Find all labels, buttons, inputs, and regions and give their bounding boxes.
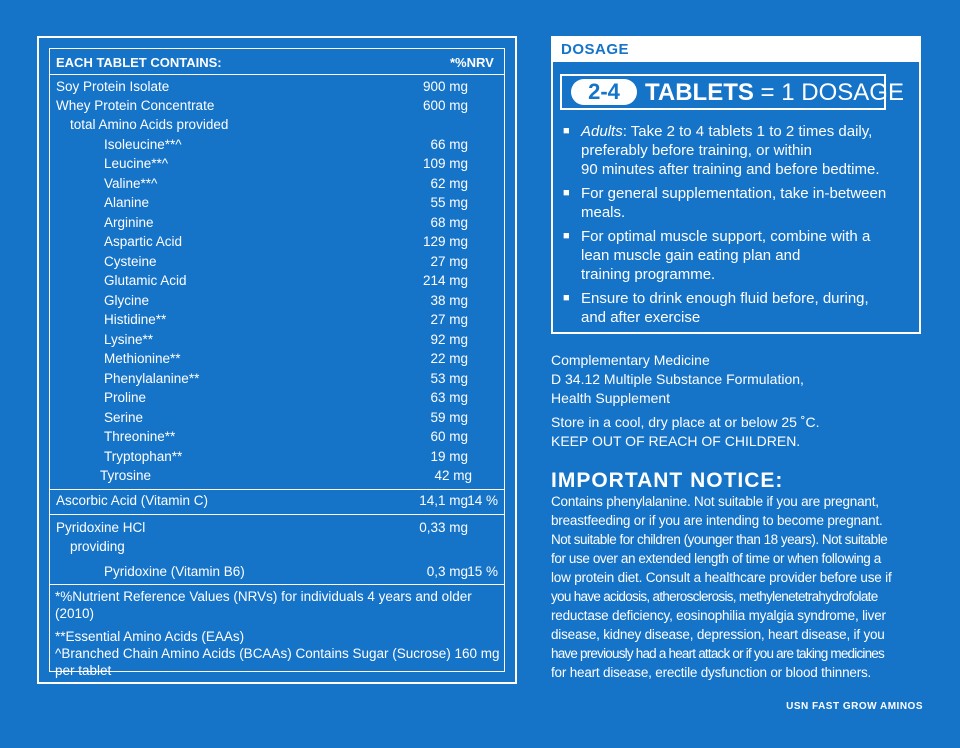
table-row-amount: 109 mg bbox=[422, 156, 468, 171]
table-row-amount: 66 mg bbox=[430, 137, 468, 152]
table-row-name: Cysteine bbox=[104, 254, 157, 269]
table-row-amount: 600 mg bbox=[422, 98, 468, 113]
notice-line: for heart disease, erectile dysfunction or blood thinners. bbox=[551, 665, 872, 680]
footnote-eaa bbox=[55, 628, 501, 679]
table-row-amount: 42 mg bbox=[434, 468, 472, 483]
storage-text bbox=[551, 413, 931, 451]
table-row-amount: 214 mg bbox=[422, 273, 468, 288]
table-row-nrv: 14 % bbox=[467, 493, 498, 508]
bullet-line bbox=[581, 122, 917, 141]
table-row-amount: 60 mg bbox=[430, 429, 468, 444]
table-row-name: Valine**^ bbox=[104, 176, 158, 191]
table-row-amount: 63 mg bbox=[430, 390, 468, 405]
table-divider bbox=[50, 514, 504, 515]
table-row-name: Phenylalanine** bbox=[104, 371, 200, 386]
nutrition-panel bbox=[37, 36, 517, 684]
table-row-name: Alanine bbox=[104, 195, 150, 210]
classification-text bbox=[551, 351, 931, 408]
table-row-name: Pyridoxine (Vitamin B6) bbox=[104, 564, 245, 579]
table-row-amount: 27 mg bbox=[430, 312, 468, 327]
info-line: Complementary Medicine bbox=[551, 352, 710, 368]
table-divider bbox=[50, 584, 504, 585]
table-row-amount: 27 mg bbox=[430, 254, 468, 269]
info-line: D 34.12 Multiple Substance Formulation, bbox=[551, 371, 804, 387]
notice-line: breastfeeding or if you are intending to become pregnant. bbox=[551, 513, 883, 528]
tablets-equals-text bbox=[645, 79, 904, 107]
bullet-line: ■ For general supplementation, take in-between bbox=[581, 185, 887, 202]
table-row-amount: 0,33 mg bbox=[419, 520, 468, 535]
tablets-word: TABLETS bbox=[645, 79, 754, 106]
table-row-name: Aspartic Acid bbox=[104, 234, 183, 249]
notice-title: IMPORTANT NOTICE: bbox=[551, 469, 784, 492]
table-row-amount: 62 mg bbox=[430, 176, 468, 191]
keep-away-line: KEEP OUT OF REACH OF CHILDREN. bbox=[551, 433, 801, 449]
notice-line: reductase deficiency, eosinophilia myalgia syndrome, liver bbox=[551, 608, 886, 623]
table-row-name: providing bbox=[70, 539, 125, 554]
table-row-name: Histidine** bbox=[104, 312, 167, 327]
notice-line: Not suitable for children (younger than 18 years). Not suitable bbox=[551, 532, 888, 547]
table-row-name: total Amino Acids provided bbox=[70, 117, 229, 132]
table-row-name: Arginine bbox=[104, 215, 154, 230]
bullet-line: training programme. bbox=[581, 266, 716, 283]
table-row-name: Tryptophan** bbox=[104, 449, 183, 464]
footnote-line: ^Branched Chain Amino Acids (BCAAs) Contains Sugar (Sucrose) 160 mg bbox=[55, 646, 500, 661]
dosage-title: DOSAGE bbox=[553, 38, 919, 62]
table-row-amount: 68 mg bbox=[430, 215, 468, 230]
bullet-line: lean muscle gain eating plan and bbox=[581, 247, 801, 264]
list-item bbox=[563, 184, 917, 222]
footnote-line: per tablet bbox=[55, 663, 112, 678]
nutrition-table bbox=[49, 48, 505, 678]
table-row-name: Lysine** bbox=[104, 332, 154, 347]
table-header-left: EACH TABLET CONTAINS: bbox=[56, 55, 222, 70]
table-row-name: Soy Protein Isolate bbox=[56, 79, 170, 94]
bullet-line: meals. bbox=[581, 204, 626, 221]
table-row-amount: 129 mg bbox=[422, 234, 468, 249]
table-row-name: Tyrosine bbox=[100, 468, 152, 483]
bullet-text: : Take 2 to 4 tablets 1 to 2 times daily, bbox=[622, 123, 873, 140]
table-row-name: Proline bbox=[104, 390, 147, 405]
dosage-box bbox=[551, 36, 921, 334]
table-row-name: Pyridoxine HCl bbox=[56, 520, 146, 535]
table-row-amount: 19 mg bbox=[430, 449, 468, 464]
info-line: Health Supplement bbox=[551, 390, 671, 406]
equals-dosage: = 1 DOSAGE bbox=[753, 79, 904, 106]
table-row-name: Whey Protein Concentrate bbox=[56, 98, 215, 113]
bullet-line: ■ For optimal muscle support, combine with a bbox=[581, 228, 871, 245]
table-row-name: Methionine** bbox=[104, 351, 181, 366]
product-name: USN FAST GROW AMINOS bbox=[786, 701, 923, 712]
footnote-line: **Essential Amino Acids (EAAs) bbox=[55, 629, 245, 644]
table-row-name: Serine bbox=[104, 410, 144, 425]
notice-line: Contains phenylalanine. Not suitable if you are pregnant, bbox=[551, 494, 879, 509]
table-row-amount: 0,3 mg bbox=[426, 564, 468, 579]
table-row-amount: 22 mg bbox=[430, 351, 468, 366]
notice-line: low protein diet. Consult a healthcare provider before use if bbox=[551, 570, 892, 585]
notice-line: for use over an extended length of time or when following a bbox=[551, 551, 881, 566]
table-row-amount: 55 mg bbox=[430, 195, 468, 210]
table-row-amount: 14,1 mg bbox=[419, 493, 468, 508]
dosage-instructions bbox=[563, 122, 917, 332]
footnote-line: *%Nutrient Reference Values (NRVs) for individuals 4 years and older bbox=[55, 589, 472, 604]
footnote-line: (2010) bbox=[55, 606, 95, 621]
bullet-line: and after exercise bbox=[581, 309, 701, 326]
table-row-nrv: 15 % bbox=[467, 564, 498, 579]
table-divider bbox=[50, 74, 504, 75]
bullet-line: preferably before training, or within bbox=[581, 142, 812, 159]
table-row-name: Ascorbic Acid (Vitamin C) bbox=[56, 493, 209, 508]
bullet-lead: Adults bbox=[581, 123, 623, 140]
table-row-name: Glutamic Acid bbox=[104, 273, 187, 288]
tablets-banner bbox=[560, 74, 904, 110]
table-row-amount: 53 mg bbox=[430, 371, 468, 386]
table-row-name: Isoleucine**^ bbox=[104, 137, 182, 152]
table-header-right: *%NRV bbox=[450, 55, 494, 70]
notice-line: you have acidosis, atherosclerosis, methylenetetrahydrofolate bbox=[551, 589, 878, 604]
table-row-name: Threonine** bbox=[104, 429, 176, 444]
table-row-name: Glycine bbox=[104, 293, 150, 308]
table-row-amount: 92 mg bbox=[430, 332, 468, 347]
table-divider bbox=[50, 489, 504, 490]
bullet-line: 90 minutes after training and before bedtime. bbox=[581, 161, 880, 178]
table-row-name: Leucine**^ bbox=[104, 156, 169, 171]
table-row-amount: 38 mg bbox=[430, 293, 468, 308]
notice-line: have previously had a heart attack or if you are taking medicines bbox=[551, 646, 884, 661]
list-item bbox=[563, 122, 917, 179]
footnote-nrv bbox=[55, 588, 501, 622]
bullet-line: ■ Ensure to drink enough fluid before, during, bbox=[581, 290, 869, 307]
tablet-count-pill: 2-4 bbox=[571, 79, 637, 105]
notice-line: disease, kidney disease, depression, heart disease, if you bbox=[551, 627, 885, 642]
table-row-amount: 59 mg bbox=[430, 410, 468, 425]
storage-line: Store in a cool, dry place at or below 25 ˚C. bbox=[551, 414, 820, 430]
table-row-amount: 900 mg bbox=[422, 79, 468, 94]
list-item bbox=[563, 289, 917, 327]
list-item bbox=[563, 227, 917, 284]
